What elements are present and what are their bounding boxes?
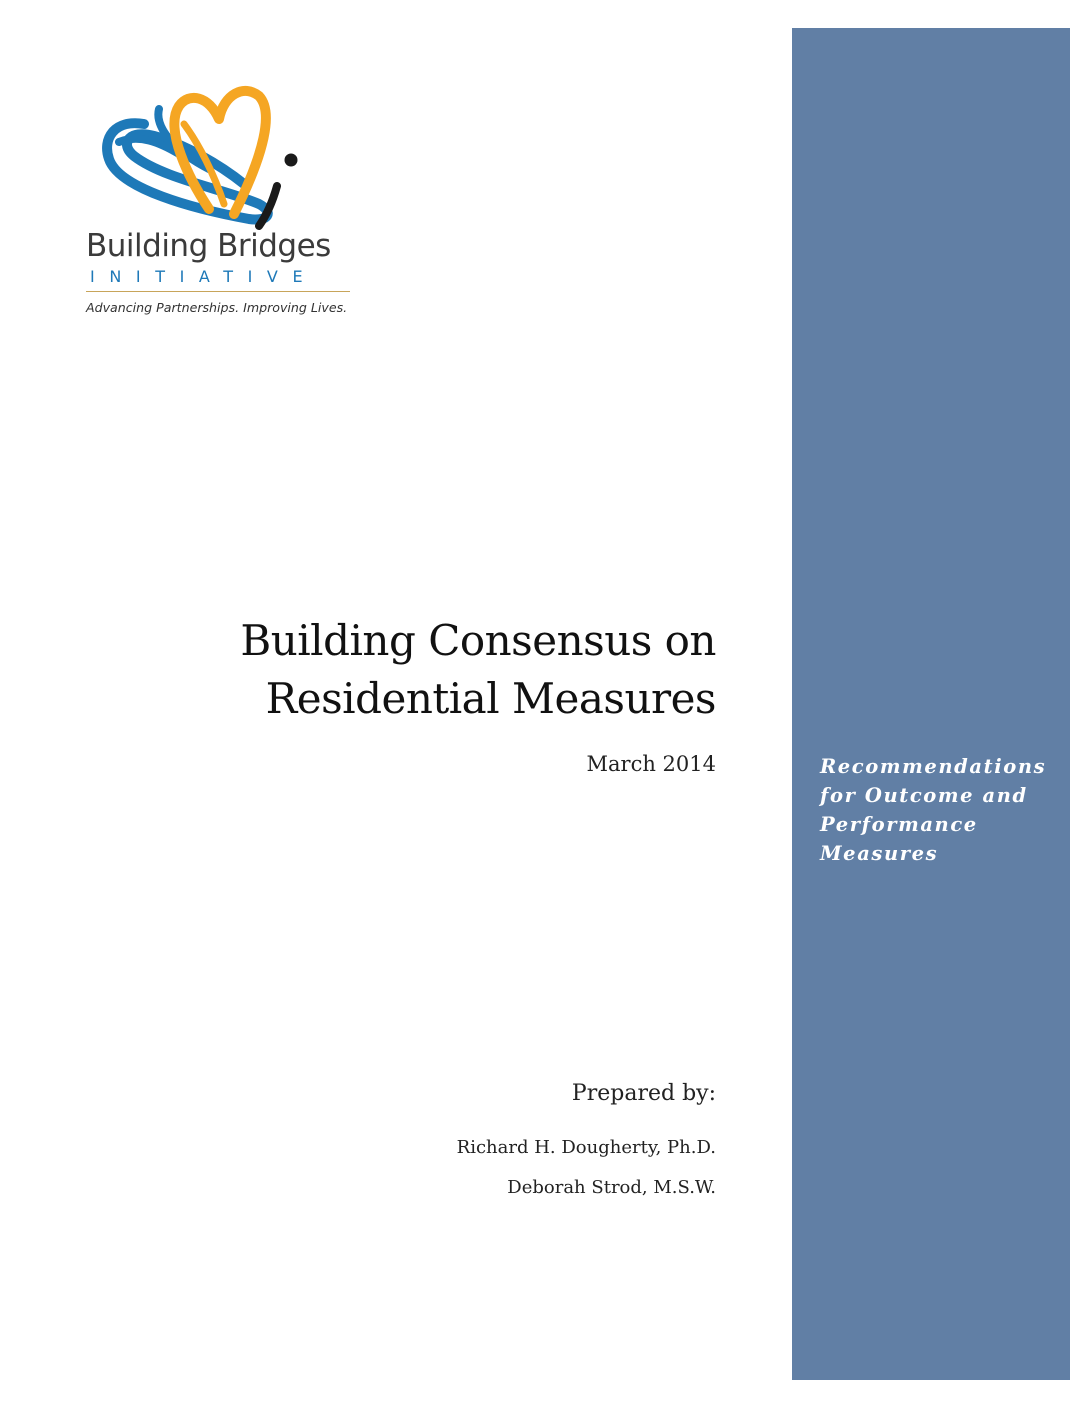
title-line-1: Building Consensus on	[240, 616, 716, 665]
title-line-2: Residential Measures	[265, 674, 716, 723]
sidebar-line-2: for Outcome and	[820, 784, 1028, 807]
logo-subtitle: INITIATIVE	[90, 267, 318, 286]
logo-divider	[86, 291, 350, 292]
author-1: Richard H. Dougherty, Ph.D.	[456, 1137, 716, 1158]
right-color-bar	[792, 28, 1070, 1380]
sidebar-subtitle	[820, 752, 1060, 868]
logo-tagline: Advancing Partnerships. Improving Lives.	[86, 300, 348, 315]
sidebar-line-1: Recommendations	[820, 755, 1047, 778]
black-i-dot	[285, 154, 298, 167]
publication-date: March 2014	[586, 752, 716, 776]
building-bridges-logo	[84, 84, 364, 330]
prepared-by-label: Prepared by:	[571, 1081, 716, 1106]
author-2: Deborah Strod, M.S.W.	[507, 1177, 716, 1198]
sidebar-line-3: Performance	[820, 813, 978, 836]
document-title	[240, 612, 716, 728]
sidebar-line-4: Measures	[820, 842, 939, 865]
logo-graphic	[84, 84, 364, 234]
logo-name: Building Bridges	[86, 228, 331, 264]
